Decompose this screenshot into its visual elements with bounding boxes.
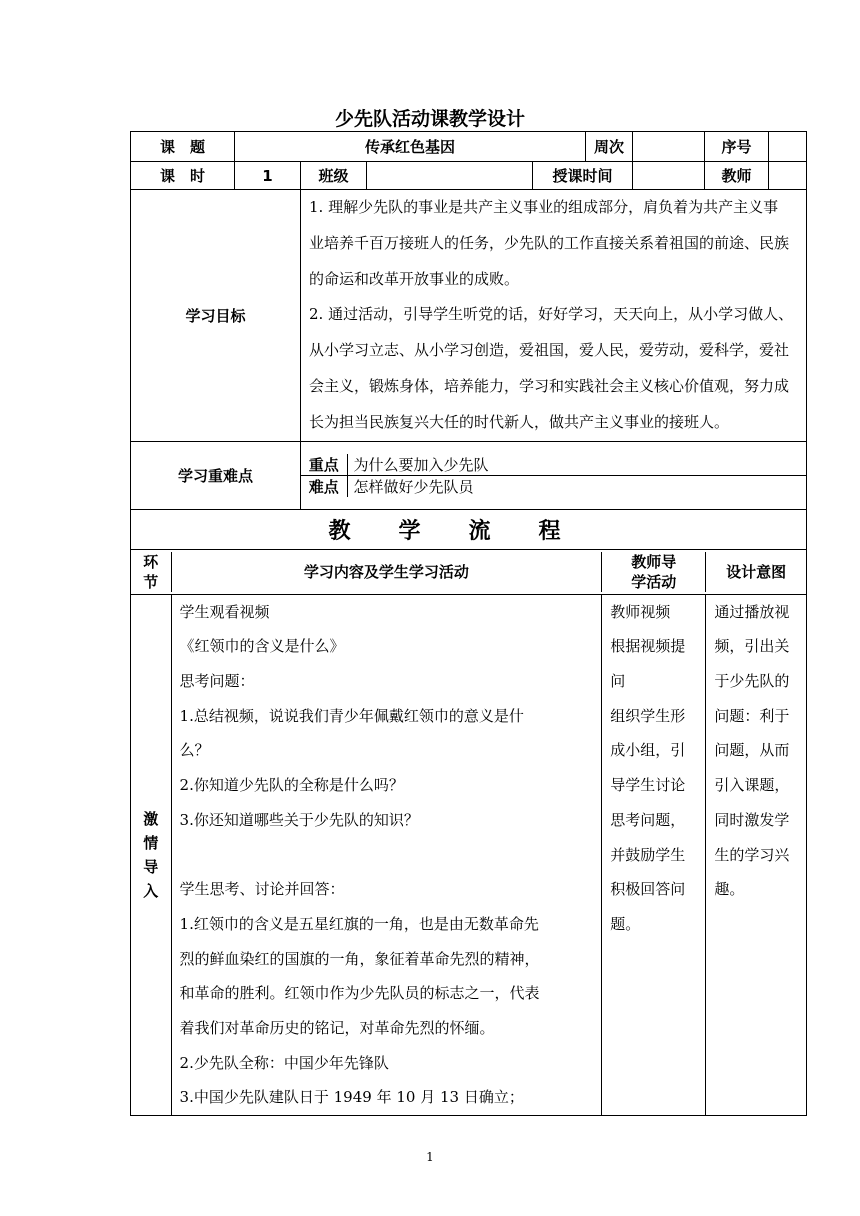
teacher-line: 组织学生形 <box>610 706 686 725</box>
seq-label: 序号 <box>705 132 769 162</box>
content-line: 烈的鲜血染红的国旗的一角，象征着革命先烈的精神， <box>179 949 540 968</box>
goals-line: 的命运和改革开放事业的成败。 <box>309 269 520 288</box>
seq-value <box>769 132 807 162</box>
content-line: 3.你还知道哪些关于少先队的知识？ <box>179 810 419 829</box>
intent-line: 通过播放视 <box>714 602 790 621</box>
focus-value: 为什么要加入少先队 <box>347 454 806 476</box>
focus-label: 重点 <box>308 455 339 474</box>
content-line: 和革命的胜利。红领巾作为少先队员的标志之一，代表 <box>179 984 540 1003</box>
goals-line: 2. 通过活动，引导学生听党的话，好好学习，天天向上，从小学习做人、 <box>309 305 794 324</box>
goals-text <box>301 190 807 442</box>
intent-header: 设计意图 <box>706 552 806 592</box>
goals-line: 从小学习立志、从小学习创造，爱祖国，爱人民，爱劳动，爱科学，爱社 <box>309 341 790 360</box>
intent-line: 问题：利于 <box>714 706 790 725</box>
difficulty-label: 难点 <box>301 475 347 497</box>
teacher-activity-header: 教师导 学活动 <box>602 552 706 592</box>
flow-header-row <box>131 552 806 592</box>
intent-line: 同时激发学 <box>714 810 790 829</box>
intent-line: 问题，从而 <box>714 741 790 760</box>
content-line: 学生观看视频 <box>179 602 270 621</box>
teacher-line: 题。 <box>610 914 641 933</box>
content-line: 1.总结视频，说说我们青少年佩戴红领巾的意义是什 <box>179 706 524 725</box>
week-label: 周次 <box>586 132 633 162</box>
difficulty-value: 怎样做好少先队员 <box>347 475 806 497</box>
goals-line: 业培养千百万接班人的任务，少先队的工作直接关系着祖国的前途、民族 <box>309 233 790 252</box>
teacher-line: 根据视频提 <box>610 637 686 656</box>
key-label: 学习重难点 <box>131 441 301 509</box>
content-line: 3.中国少先队建队日于 1949 年 10 月 13 日确立； <box>179 1088 524 1107</box>
stage1-intent <box>706 595 806 1116</box>
lesson-plan-table <box>130 131 807 1116</box>
teacher-line: 并鼓励学生 <box>610 845 686 864</box>
teacher-value <box>769 162 807 190</box>
intent-line: 频，引出关 <box>714 637 790 656</box>
teacher-line: 成小组，引 <box>610 741 686 760</box>
stage1-content <box>171 595 602 1116</box>
topic-label: 课 题 <box>131 132 235 162</box>
time-label: 授课时间 <box>533 162 633 190</box>
content-line: 么？ <box>179 741 210 760</box>
flow-title: 教学流程 <box>131 509 807 549</box>
goals-label: 学习目标 <box>131 190 301 442</box>
content-line: 2.少先队全称：中国少年先锋队 <box>179 1053 389 1072</box>
intent-line: 于少先队的 <box>714 671 790 690</box>
page-number: 1 <box>426 1150 434 1164</box>
teacher-line: 积极回答问 <box>610 880 686 899</box>
intent-line: 生的学习兴 <box>714 845 790 864</box>
teacher-line: 问 <box>610 671 626 690</box>
teacher-line: 教师视频 <box>610 602 671 621</box>
week-value <box>633 132 705 162</box>
content-line: 思考问题： <box>179 671 255 690</box>
content-line: 1.红领巾的含义是五星红旗的一角，也是由无数革命先 <box>179 914 539 933</box>
content-line <box>180 838 596 873</box>
period-value: 1 <box>235 162 301 190</box>
teacher-line: 导学生讨论 <box>610 776 686 795</box>
page-title: 少先队活动课教学设计 <box>334 108 525 130</box>
topic-value: 传承红色基因 <box>235 132 586 162</box>
teacher-line: 思考问题， <box>610 810 686 829</box>
goals-line: 1. 理解少先队的事业是共产主义事业的组成部分，肩负着为共产主义事 <box>309 198 779 216</box>
intent-line: 引入课题， <box>714 776 790 795</box>
content-line: 学生思考、讨论并回答： <box>179 880 345 899</box>
goals-line: 长为担当民族复兴大任的时代新人，做共产主义事业的接班人。 <box>309 412 730 431</box>
stage1-teacher-activity <box>602 595 706 1116</box>
stage1-row <box>131 595 806 1116</box>
content-header: 学习内容及学生学习活动 <box>171 552 602 592</box>
content-line: 2.你知道少先队的全称是什么吗？ <box>179 776 404 795</box>
time-value <box>633 162 705 190</box>
content-line: 《红领巾的含义是什么》 <box>179 637 345 656</box>
content-line: 着我们对革命历史的铭记，对革命先烈的怀缅。 <box>179 1019 495 1037</box>
stage-header: 环 节 <box>143 552 159 591</box>
class-value <box>367 162 533 190</box>
class-label: 班级 <box>301 162 367 190</box>
teacher-label: 教师 <box>705 162 769 190</box>
intent-line: 趣。 <box>714 880 745 899</box>
period-label: 课 时 <box>131 162 235 190</box>
key-subtable <box>301 454 806 497</box>
stage1-name: 激 情 导 入 <box>143 809 159 900</box>
goals-line: 会主义，锻炼身体，培养能力，学习和实践社会主义核心价值观，努力成 <box>309 376 790 395</box>
